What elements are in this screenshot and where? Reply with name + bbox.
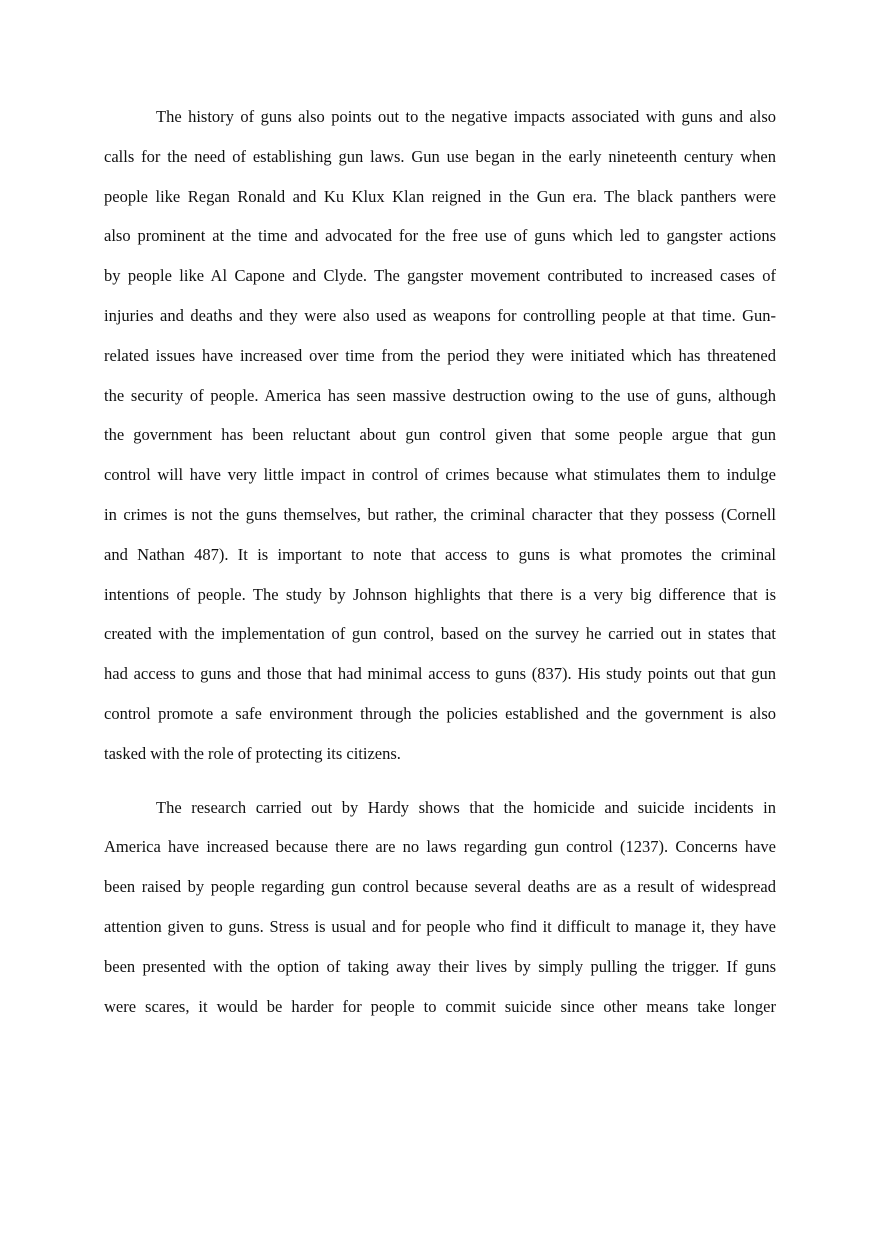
text-line: had access to guns and those that had minimal access to guns (837). His study points out that gun xyxy=(104,664,776,684)
text-line: The research carried out by Hardy shows that the homicide and suicide incidents in xyxy=(156,797,776,817)
text-line: America have increased because there are no laws regarding gun control (1237). Concerns have xyxy=(104,837,776,857)
text-line: attention given to guns. Stress is usual and for people who find it difficult to manage it, they have xyxy=(104,916,776,936)
text-line: also prominent at the time and advocated for the free use of guns which led to gangster actions xyxy=(104,226,776,246)
text-line: in crimes is not the guns themselves, but rather, the criminal character that they possess (Cornell xyxy=(104,504,776,524)
text-line: people like Regan Ronald and Ku Klux Klan reigned in the Gun era. The black panthers were xyxy=(104,186,776,206)
text-line: the government has been reluctant about gun control given that some people argue that gun xyxy=(104,425,776,445)
text-line: calls for the need of establishing gun laws. Gun use began in the early nineteenth century when xyxy=(104,146,776,166)
text-line: created with the implementation of gun control, based on the survey he carried out in states that xyxy=(104,624,776,644)
paragraph-hardy-research xyxy=(104,788,776,1027)
text-line: injuries and deaths and they were also used as weapons for controlling people at that time. Gun- xyxy=(104,305,776,325)
text-line: The history of guns also points out to the negative impacts associated with guns and also xyxy=(156,107,776,126)
text-line: were scares, it would be harder for people to commit suicide since other means take longer xyxy=(104,996,776,1016)
text-line: by people like Al Capone and Clyde. The gangster movement contributed to increased cases of xyxy=(104,266,776,286)
text-line: the security of people. America has seen massive destruction owing to the use of guns, although xyxy=(104,385,776,405)
paragraph-spacer xyxy=(104,774,776,788)
text-line: control will have very little impact in control of crimes because what stimulates them to indulge xyxy=(104,465,776,485)
text-line: tasked with the role of protecting its citizens. xyxy=(104,743,401,763)
text-line: been presented with the option of taking away their lives by simply pulling the trigger. If guns xyxy=(104,956,776,976)
text-line: related issues have increased over time from the period they were initiated which has threatened xyxy=(104,345,776,365)
document-page xyxy=(104,97,776,1026)
text-line: control promote a safe environment through the policies established and the government is also xyxy=(104,703,776,723)
text-line: and Nathan 487). It is important to note that access to guns is what promotes the criminal xyxy=(104,544,776,564)
paragraph-gun-history xyxy=(104,97,776,774)
text-line: been raised by people regarding gun control because several deaths are as a result of widespread xyxy=(104,877,776,897)
text-line: intentions of people. The study by Johnson highlights that there is a very big difference that is xyxy=(104,584,776,604)
